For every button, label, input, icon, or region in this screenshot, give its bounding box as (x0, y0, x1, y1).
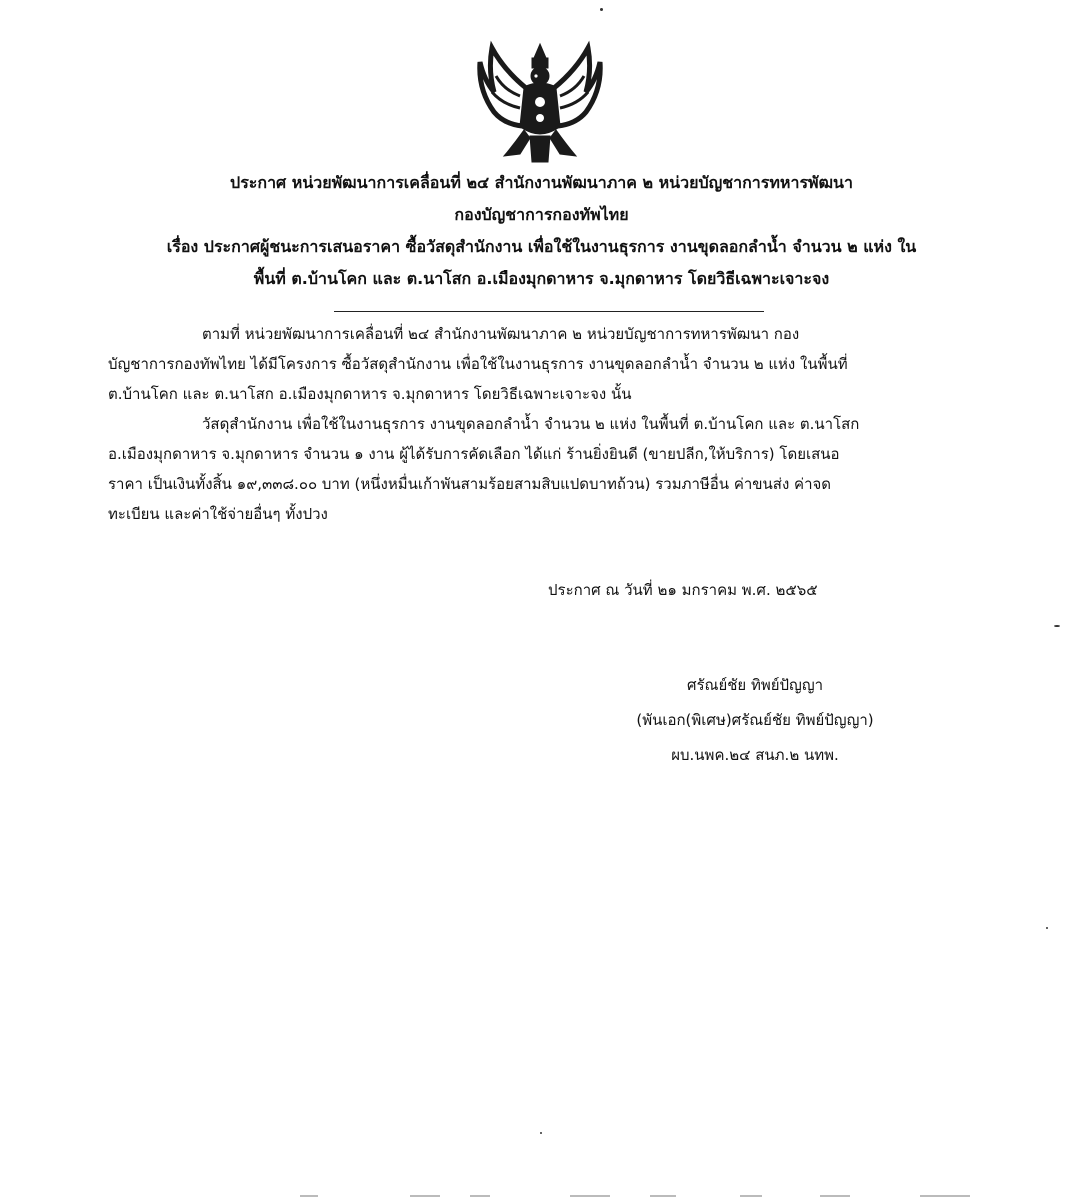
signatory-full-name: (พันเอก(พิเศษ)ศรัณย์ชัย ทิพย์ปัญญา) (636, 711, 874, 729)
garuda-emblem-icon (474, 40, 606, 166)
paragraph-2-line-1: วัสดุสำนักงาน เพื่อใช้ในงานธุรการ งานขุดลอกลำน้ำ จำนวน ๒ แห่ง ในพื้นที่ ต.บ้านโคก และ ต.นาโสก (202, 415, 860, 433)
paragraph-2-line-2: อ.เมืองมุกดาหาร จ.มุกดาหาร จำนวน ๑ งาน ผู้ได้รับการคัดเลือก ได้แก่ ร้านยิ่งยินดี (ขายปลีก,ให้บริการ) โดยเสนอ (108, 445, 840, 463)
signature-name: ศรัณย์ชัย ทิพย์ปัญญา (686, 676, 824, 694)
subject-line-1: เรื่อง ประกาศผู้ชนะการเสนอราคา ซื้อวัสดุสำนักงาน เพื่อใช้ในงานธุรการ งานขุดลอกลำน้ำ จำนวน ๒ แห่ง ใน (166, 237, 917, 256)
paragraph-2-line-3: ราคา เป็นเงินทั้งสิ้น ๑๙,๓๓๘.๐๐ บาท (หนึ่งหมื่นเก้าพันสามร้อยสามสิบแปดบาทถ้วน) รวมภาษีอื่น ค่าขนส่ง ค่าจด (108, 475, 832, 493)
scan-speck (540, 1132, 542, 1134)
announcement-body (108, 322, 988, 532)
announcement-header (60, 170, 1023, 298)
scan-speck (1054, 625, 1060, 627)
announcement-date: ประกาศ ณ วันที่ ๒๑ มกราคม พ.ศ. ๒๕๖๕ (548, 581, 818, 599)
signature-block (560, 673, 950, 778)
header-line-2: กองบัญชาการกองทัพไทย (454, 205, 629, 224)
scan-speck (600, 8, 603, 11)
signatory-position: ผบ.นพค.๒๔ สนภ.๒ นทพ. (671, 746, 839, 764)
subject-line-2: พื้นที่ ต.บ้านโคก และ ต.นาโสก อ.เมืองมุกดาหาร จ.มุกดาหาร โดยวิธีเฉพาะเจาะจง (253, 269, 830, 288)
paragraph-1-line-2: บัญชาการกองทัพไทย ได้มีโครงการ ซื้อวัสดุสำนักงาน เพื่อใช้ในงานธุรการ งานขุดลอกลำน้ำ จำนวน ๒ แห่ง ในพื้นที่ (108, 355, 848, 373)
scan-footer-marks (300, 1194, 1060, 1198)
paragraph-1-line-3: ต.บ้านโคก และ ต.นาโสก อ.เมืองมุกดาหาร จ.มุกดาหาร โดยวิธีเฉพาะเจาะจง นั้น (108, 385, 632, 403)
paragraph-1-line-1: ตามที่ หน่วยพัฒนาการเคลื่อนที่ ๒๔ สำนักงานพัฒนาภาค ๒ หน่วยบัญชาการทหารพัฒนา กอง (202, 325, 800, 343)
paragraph-2-line-4: ทะเบียน และค่าใช้จ่ายอื่นๆ ทั้งปวง (108, 505, 328, 523)
scan-speck (1046, 927, 1048, 929)
header-line-1: ประกาศ หน่วยพัฒนาการเคลื่อนที่ ๒๔ สำนักงานพัฒนาภาค ๒ หน่วยบัญชาการทหารพัฒนา (230, 173, 853, 192)
header-divider (334, 311, 764, 312)
